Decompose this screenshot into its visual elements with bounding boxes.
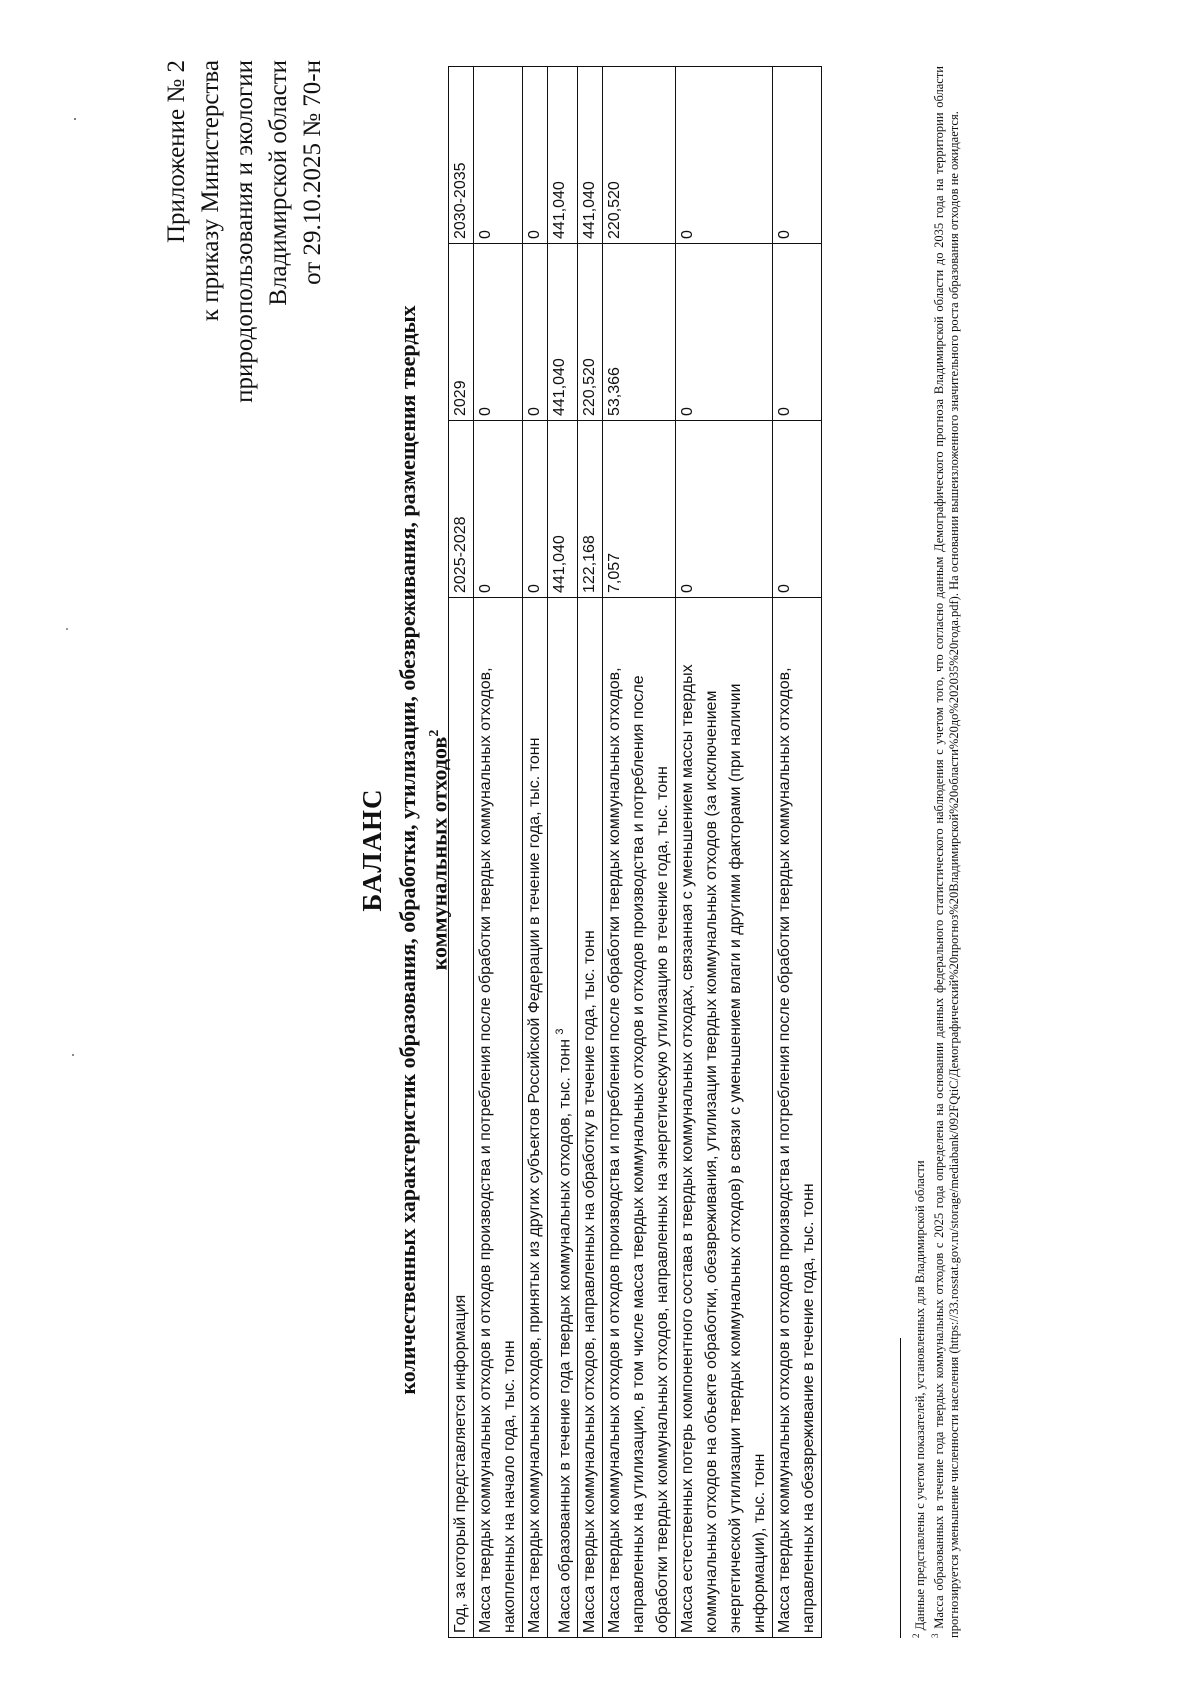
table-row	[603, 67, 676, 1638]
appendix-line: к приказу Министерства	[197, 60, 224, 322]
table-row	[676, 67, 773, 1638]
row-label: Масса твердых коммунальных отходов и отходов производства и потребления после обработки твердых коммунальных отходов, накопленных на начало года, тыс. тонн	[474, 598, 523, 1638]
appendix-line: Владимирской области	[265, 60, 292, 306]
footnote-mark: 3	[930, 1633, 941, 1638]
row-value: 441,040	[548, 421, 578, 598]
row-value: 441,040	[578, 67, 603, 244]
row-value: 0	[773, 67, 822, 244]
footnote-text: Данные представлены с учетом показателей, установленных для Владимирской области	[913, 1160, 928, 1631]
row-value: 53,366	[603, 244, 676, 421]
row-value: 441,040	[548, 244, 578, 421]
rotated-document-page	[160, 60, 1060, 1640]
row-value: 220,520	[603, 67, 676, 244]
table-row	[548, 67, 578, 1638]
row-label: Масса твердых коммунальных отходов и отходов производства и потребления после обработки твердых коммунальных отходов, направленных на обезвреживание в течение года, тыс. тонн	[773, 598, 822, 1638]
table-header-row	[449, 67, 474, 1638]
row-value: 0	[474, 421, 523, 598]
row-value: 122,168	[578, 421, 603, 598]
appendix-line: от 29.10.2025 № 70-н	[299, 60, 326, 285]
row-label: Масса естественных потерь компонентного состава в твердых коммунальных отходах, связанная с уменьшением массы твердых коммунальных отходов на объекте обработки, обезвреживания, утилизации твердых коммунальных отходов (за исключением энергетической утилизации твердых коммунальных отходов) в связи с уменьшением влаги и другими факторами (при наличии информации), тыс. тонн	[676, 598, 773, 1638]
appendix-header	[160, 60, 330, 580]
balance-table	[448, 66, 822, 1638]
row-value: 0	[676, 421, 773, 598]
row-value: 441,040	[548, 67, 578, 244]
footnote-divider	[900, 1338, 901, 1638]
row-label-cell	[548, 598, 578, 1638]
table-row	[578, 67, 603, 1638]
row-label: Масса образованных в течение года твердых коммунальных отходов, тыс. тонн	[556, 1039, 574, 1633]
appendix-line: природопользования и экологии	[231, 60, 258, 403]
row-value: 0	[474, 67, 523, 244]
table-row	[773, 67, 822, 1638]
row-value: 0	[676, 244, 773, 421]
row-label: Масса твердых коммунальных отходов, направленных на обработку в течение года, тыс. тонн	[578, 598, 603, 1638]
row-value: 0	[523, 67, 548, 244]
document-title: БАЛАНС	[357, 788, 387, 912]
table-row	[523, 67, 548, 1638]
row-value: 7,057	[603, 421, 676, 598]
footnote-ref: 2	[427, 729, 442, 737]
row-value: 0	[474, 244, 523, 421]
footnote-ref: 3	[554, 1028, 566, 1035]
header-year: 2025-2028	[449, 421, 474, 598]
row-value: 0	[523, 244, 548, 421]
scan-speck	[66, 628, 68, 630]
row-value: 0	[773, 244, 822, 421]
appendix-line: Приложение № 2	[163, 60, 190, 244]
row-label: Масса твердых коммунальных отходов и отходов производства и потребления после обработки твердых коммунальных отходов, направленных на утилизацию, в том числе масса твердых коммунальных отходов и отходов производства и потребления после обработки твердых коммунальных отходов, направленных на энергетическую утилизацию в течение года, тыс. тонн	[603, 598, 676, 1638]
scan-speck	[74, 118, 76, 120]
footnote-text: Масса образованных в течение года твердых коммунальных отходов с 2025 года определена на основании данных федерального статистического наблюдения с учетом того, что согласно данным Демографического прогноза Владимирской области до 2035 года на территории области прогнозируется уменьшение численности населения (https://33.rosstat.gov.ru/storage/mediabank/092FQtiC/Демографический%20прогноз%20Владимирской%20области%20до%202035%20года.pdf). На основании вышеизложенного значительного роста образования отходов не ожидается.	[932, 66, 962, 1638]
footnote-2	[909, 66, 928, 1638]
row-value: 0	[676, 67, 773, 244]
row-value: 0	[523, 421, 548, 598]
header-label: Год, за который представляется информация	[449, 598, 474, 1638]
row-value: 0	[773, 421, 822, 598]
footnote-3	[928, 66, 962, 1638]
document-title-block	[356, 60, 452, 1640]
row-value: 220,520	[578, 244, 603, 421]
row-label: Масса твердых коммунальных отходов, принятых из других субъектов Российской Федерации в течение года, тыс. тонн	[523, 598, 548, 1638]
subtitle-text: коммунальных отходов	[426, 736, 452, 971]
table-row	[474, 67, 523, 1638]
footnote-mark: 2	[911, 1633, 921, 1638]
document-subtitle: количественных характеристик образования, обработки, утилизации, обезвреживания, размещения твердых	[395, 305, 420, 1395]
footnotes	[900, 66, 962, 1638]
scan-speck	[72, 1054, 74, 1056]
header-year: 2029	[449, 244, 474, 421]
header-year: 2030-2035	[449, 67, 474, 244]
